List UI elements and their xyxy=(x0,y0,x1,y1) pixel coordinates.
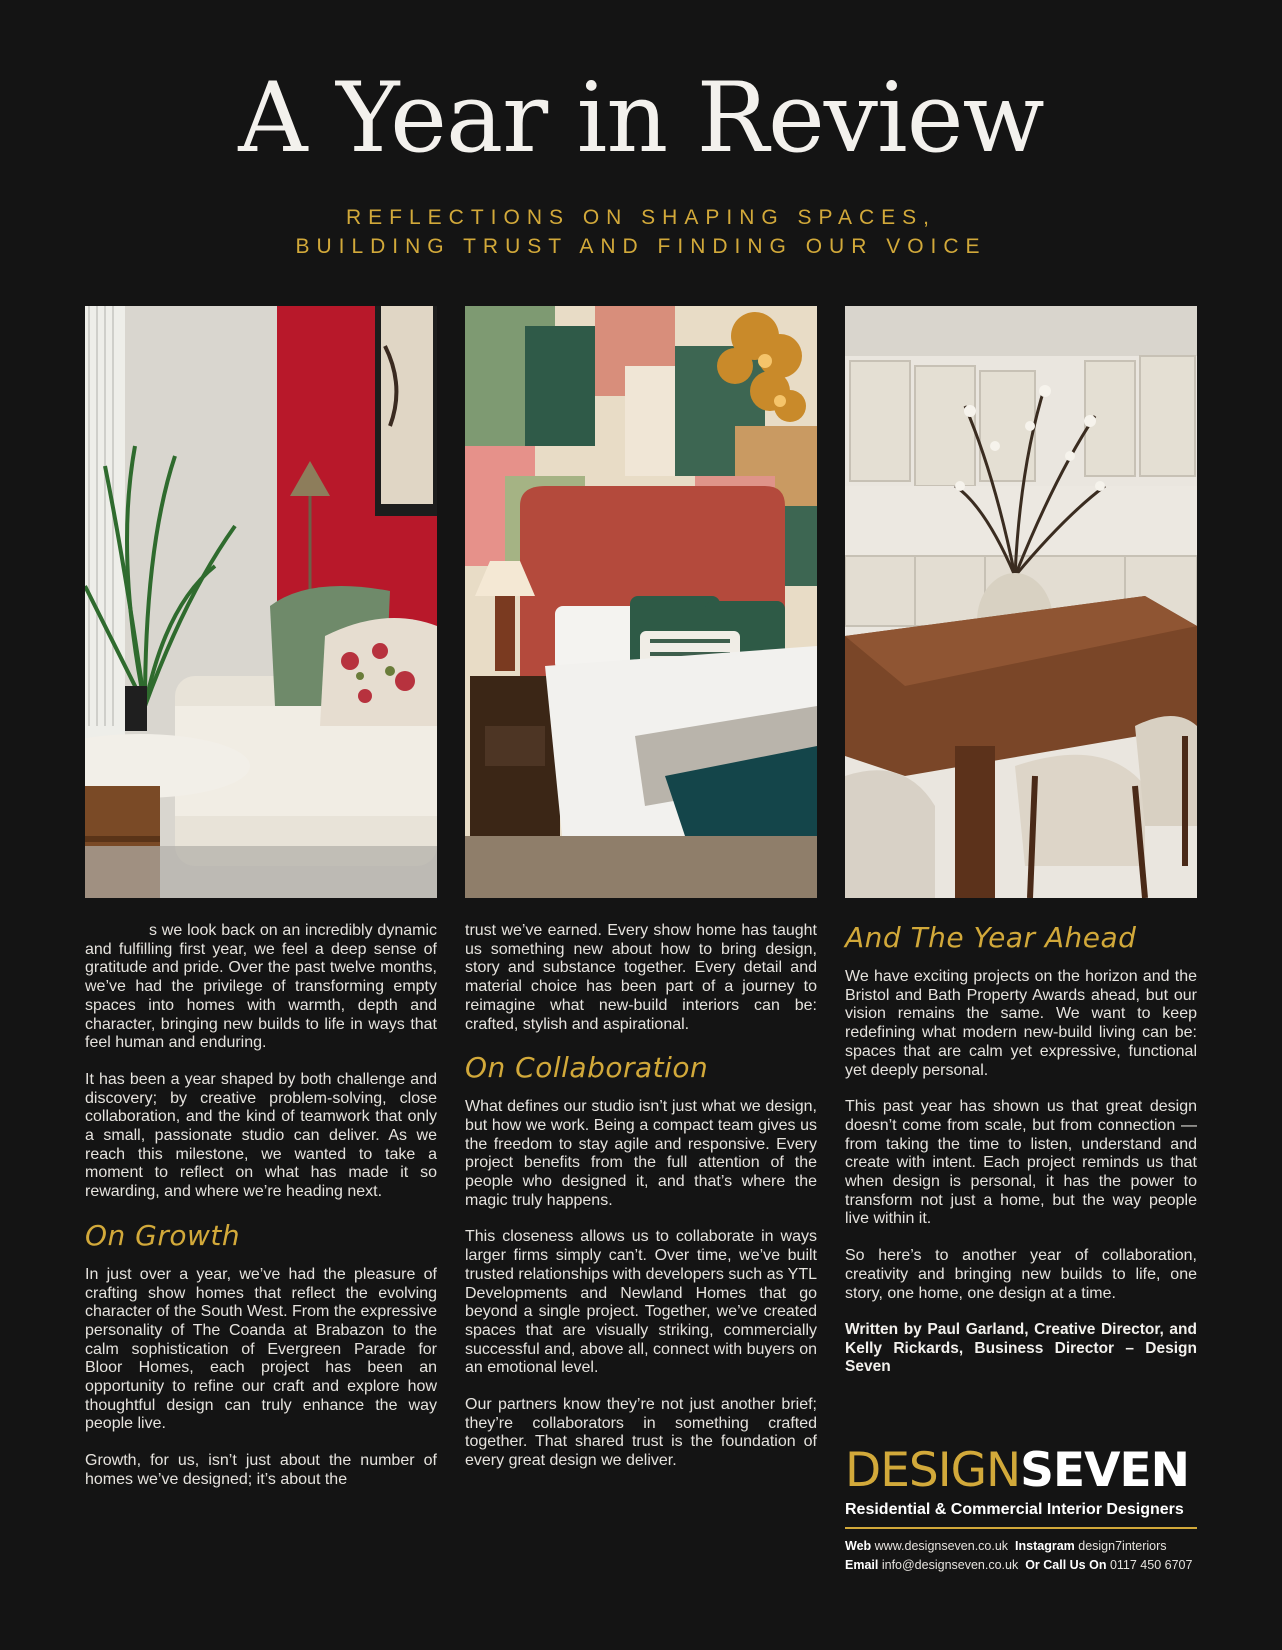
section-heading-growth: On Growth xyxy=(85,1218,241,1252)
section-heading-year-ahead: And The Year Ahead xyxy=(845,921,1137,954)
email-label: Email xyxy=(845,1558,879,1572)
brand-tagline: Residential & Commercial Interior Designers xyxy=(845,1501,1184,1518)
web-label: Web xyxy=(845,1539,872,1553)
paragraph: We have exciting projects on the horizon and the Bristol and Bath Property Awards ahead, but our vision remains the same. We want to keep redefining what modern new-build living can be: spaces that are calm yet expressive, functional yet deeply personal. xyxy=(845,968,1197,1079)
contact-line-2 xyxy=(845,1556,1197,1575)
intro-text: s we look back on an incredibly dynamic and fulfilling first year, we feel a deep sense of gratitude and pride. Over the past twelve months, we’ve had the privilege of transforming empty spaces into homes with warmth, depth and character, bringing new builds to life in ways that feel human and enduring. xyxy=(85,922,437,1052)
web-link[interactable]: www.designseven.co.uk xyxy=(874,1539,1009,1553)
bedroom-photo xyxy=(465,306,817,898)
paragraph: Our partners know they’re not just another brief; they’re collaborators in something crafted together. That shared trust is the foundation of every great design we deliver. xyxy=(465,1396,817,1470)
instagram-label: Instagram xyxy=(1015,1539,1075,1553)
brand-block xyxy=(845,1443,1197,1575)
kitchen-dining-photo xyxy=(845,306,1197,898)
brand-logo xyxy=(845,1443,1197,1498)
subtitle-line-2: BUILDING TRUST AND FINDING OUR VOICE xyxy=(295,235,987,258)
article-column-1 xyxy=(85,922,437,1508)
paragraph: This past year has shown us that great design doesn’t come from scale, but from connection — from taking the time to listen, understand and create with intent. Each project reminds us that when design is personal, it has the power to transform not just a home, but the way people live within it. xyxy=(845,1098,1197,1228)
living-room-photo xyxy=(85,306,437,898)
contact-line-1 xyxy=(845,1537,1197,1556)
email-link[interactable]: info@designseven.co.uk xyxy=(881,1558,1019,1572)
call-label: Or Call Us On xyxy=(1025,1558,1107,1572)
divider xyxy=(845,1527,1197,1529)
paragraph: What defines our studio isn’t just what we design, but how we work. Being a compact team gives us the freedom to stay agile and responsive. Every project benefits from the full attention of the people who designed it, and that’s where the magic truly happens. xyxy=(465,1098,817,1209)
instagram-link[interactable]: design7interiors xyxy=(1078,1539,1167,1553)
paragraph: In just over a year, we’ve had the pleasure of crafting show homes that reflect the evolving character of the South West. From the expressive personality of The Coanda at Brabazon to the calm sophistication of Evergreen Parade for Bloor Homes, each project has been an opportunity to refine our craft and explore how thoughtful design can truly enhance the way people live. xyxy=(85,1265,437,1433)
page-title: A Year in Review xyxy=(238,62,1044,174)
intro-paragraph xyxy=(85,922,437,1053)
logo-seven: SEVEN xyxy=(1020,1443,1189,1498)
paragraph: trust we’ve earned. Every show home has taught us something new about how to bring design, story and substance together. Every detail and material choice has been part of a journey to reimagine what new-build interiors can be: crafted, stylish and aspirational. xyxy=(465,922,817,1033)
author-credit: Written by Paul Garland, Creative Director, and Kelly Rickards, Business Director – Design Seven xyxy=(845,1321,1197,1376)
phone-number[interactable]: 0117 450 6707 xyxy=(1109,1558,1193,1572)
section-heading-collaboration: On Collaboration xyxy=(465,1051,709,1085)
article-column-3 xyxy=(845,918,1197,1395)
paragraph: So here’s to another year of collaboration, creativity and bringing new builds to life, one story, one home, one design at a time. xyxy=(845,1247,1197,1302)
subtitle-line-1: REFLECTIONS ON SHAPING SPACES, xyxy=(345,206,937,229)
logo-design: DESIGN xyxy=(845,1443,1021,1498)
paragraph: Growth, for us, isn’t just about the number of homes we’ve designed; it’s about the xyxy=(85,1452,437,1488)
paragraph: This closeness allows us to collaborate in ways larger firms simply can’t. Over time, we’ve built trusted relationships with developers such as YTL Developments and Newland Homes that go beyond a single project. Together, we’ve created spaces that are visually striking, commercially successful and, above all, connect with buyers on an emotional level. xyxy=(465,1228,817,1377)
page-subtitle xyxy=(0,203,1282,261)
article-column-2 xyxy=(465,922,817,1489)
paragraph: It has been a year shaped by both challenge and discovery; by creative problem-solving, close collaboration, and the kind of teamwork that only a small, passionate studio can deliver. As we reach this milestone, we wanted to take a moment to reflect on what has made it so rewarding, and where we’re heading next. xyxy=(85,1070,437,1201)
